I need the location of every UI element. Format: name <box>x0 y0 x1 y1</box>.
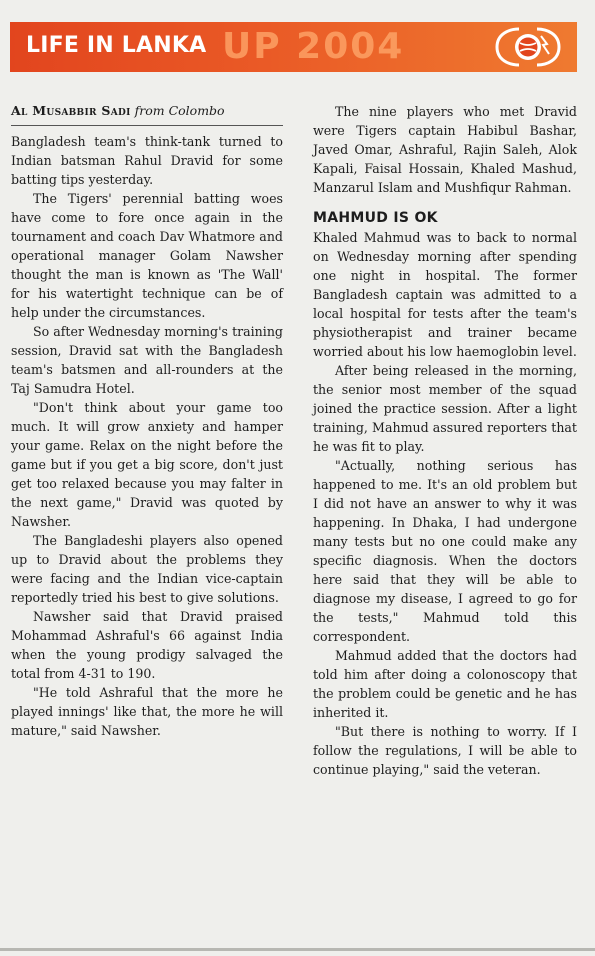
article-paragraph: The nine players who met Dravid were Tigers captain Habibul Bashar, Javed Omar, Ashraful, Rajin Saleh, Alok Kapali, Faisal Hossain, Khaled Mashud, Manzarul Islam and Mushfiqur Rahman. <box>313 104 577 195</box>
subheading: MAHMUD IS OK <box>313 210 438 226</box>
article-paragraph: "He told Ashraful that the more he played innings' like that, the more he will mature," said Nawsher. <box>11 685 283 738</box>
article-paragraph: Nawsher said that Dravid praised Mohammad Ashraful's 66 against India when the young prodigy salvaged the total from 4-31 to 190. <box>11 609 283 681</box>
article-paragraph: So after Wednesday morning's training session, Dravid sat with the Bangladesh team's batsmen and all-rounders at the Taj Samudra Hotel. <box>11 324 283 396</box>
bottom-divider <box>0 948 595 951</box>
banner-year-watermark: UP 2004 <box>222 26 405 67</box>
article-paragraph: Bangladesh team's think-tank turned to Indian batsman Rahul Dravid for some batting tips yesterday. <box>11 134 283 187</box>
cricket-ball-logo-icon <box>489 26 567 68</box>
byline-location: from Colombo <box>134 103 225 118</box>
byline-author: Al Musabbir Sadi <box>11 103 131 118</box>
article-paragraph: "Actually, nothing serious has happened to me. It's an old problem but I did not have an answer to why it was happening. In Dhaka, I had undergone many tests but no one could make any specific diagnosis. When the doctors here said that they will be able to diagnose my disease, I agreed to go for the tests," Mahmud told this correspondent. <box>313 458 577 644</box>
article-paragraph: The Bangladeshi players also opened up to Dravid about the problems they were facing and the Indian vice-captain reportedly tried his best to give solutions. <box>11 533 283 605</box>
byline <box>11 102 283 126</box>
article-paragraph: The Tigers' perennial batting woes have come to fore once again in the tournament and coach Dav Whatmore and operational manager Golam Nawsher thought the man is known as 'The Wall' for his watertight technique can be of help under the circumstances. <box>11 191 283 320</box>
article-paragraph: "Don't think about your game too much. It will grow anxiety and hamper your game. Relax on the night before the game but if you get a big score, don't just get too relaxed because you may falter in the next game," Dravid was quoted by Nawsher. <box>11 400 283 529</box>
article-paragraph: Khaled Mahmud was to back to normal on Wednesday morning after spending one night in hospital. The former Bangladesh captain was admitted to a local hospital for tests after the team's physiotherapist and trainer became worried about his low haemoglobin level. <box>313 230 577 359</box>
banner-title: LIFE IN LANKA <box>26 33 207 58</box>
article-column-left <box>11 102 283 740</box>
article-paragraph: "But there is nothing to worry. If I follow the regulations, I will be able to continue playing," said the veteran. <box>313 724 577 777</box>
section-banner <box>10 22 577 72</box>
article-column-right <box>313 102 577 779</box>
article-paragraph: After being released in the morning, the senior most member of the squad joined the practice session. After a light training, Mahmud assured reporters that he was fit to play. <box>313 363 577 454</box>
article-paragraph: Mahmud added that the doctors had told him after doing a colonoscopy that the problem could be genetic and he has inherited it. <box>313 648 577 720</box>
